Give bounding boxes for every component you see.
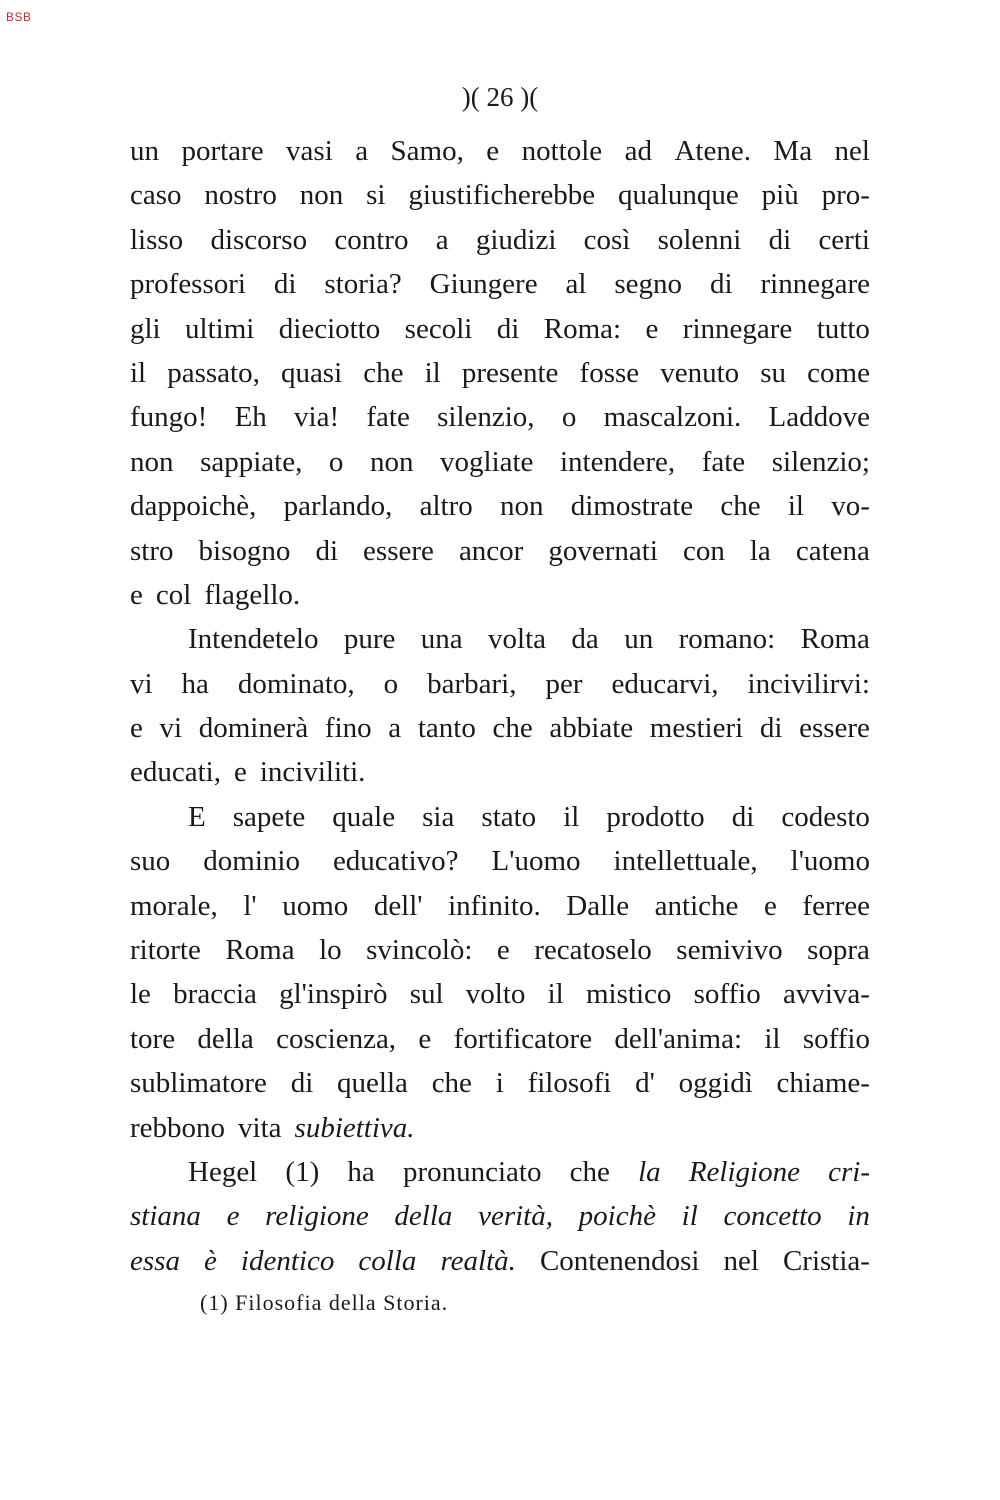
text-line: E sapete quale sia stato il prodotto di codesto xyxy=(188,800,870,833)
text-line: vi ha dominato, o barbari, per educarvi, incivilirvi: xyxy=(130,667,870,700)
text-line: rebbono vita subiettiva. xyxy=(130,1111,415,1144)
text-line: ritorte Roma lo svincolò: e recatoselo semivivo sopra xyxy=(130,934,870,967)
text-line: morale, l' uomo dell' infinito. Dalle antiche e ferree xyxy=(130,889,870,922)
text-line: un portare vasi a Samo, e nottole ad Atene. Ma nel xyxy=(130,135,870,167)
text-line: essa è identico colla realtà. Contenendosi nel Cristia- xyxy=(130,1244,870,1277)
text-line: e vi dominerà fino a tanto che abbiate mestieri di essere xyxy=(130,712,870,745)
footnote: (1) Filosofia della Storia. xyxy=(200,1290,449,1315)
text-line: gli ultimi dieciotto secoli di Roma: e rinnegare tutto xyxy=(130,312,870,345)
text-line: il passato, quasi che il presente fosse venuto su come xyxy=(130,356,870,389)
text-line: Hegel (1) ha pronunciato che la Religione cri- xyxy=(188,1155,870,1188)
text-line: Intendetelo pure una volta da un romano: Roma xyxy=(188,623,870,656)
library-stamp: BSB xyxy=(6,10,32,24)
text-line: caso nostro non si giustificherebbe qualunque più pro- xyxy=(130,179,870,212)
text-line: non sappiate, o non vogliate intendere, fate silenzio; xyxy=(130,445,870,478)
text-line: e col flagello. xyxy=(130,578,301,611)
main-text xyxy=(130,129,870,1283)
text-line: suo dominio educativo? L'uomo intellettuale, l'uomo xyxy=(130,845,870,878)
text-line: stiana e religione della verità, poichè il concetto in xyxy=(130,1200,870,1233)
text-line: educati, e inciviliti. xyxy=(130,756,366,789)
text-line: tore della coscienza, e fortificatore dell'anima: il soffio xyxy=(130,1022,870,1055)
text-line: sublimatore di quella che i filosofi d' oggidì chiame- xyxy=(130,1067,870,1100)
text-line: stro bisogno di essere ancor governati con la catena xyxy=(130,534,870,567)
text-line: fungo! Eh via! fate silenzio, o mascalzoni. Laddove xyxy=(130,401,870,434)
text-line: lisso discorso contro a giudizi così solenni di certi xyxy=(130,223,870,256)
text-line: professori di storia? Giungere al segno di rinnegare xyxy=(130,268,870,301)
text-line: le braccia gl'inspirò sul volto il mistico soffio avviva- xyxy=(130,978,870,1011)
text-line: dappoichè, parlando, altro non dimostrate che il vo- xyxy=(130,490,870,523)
page-number: )( 26 )( xyxy=(461,82,539,112)
